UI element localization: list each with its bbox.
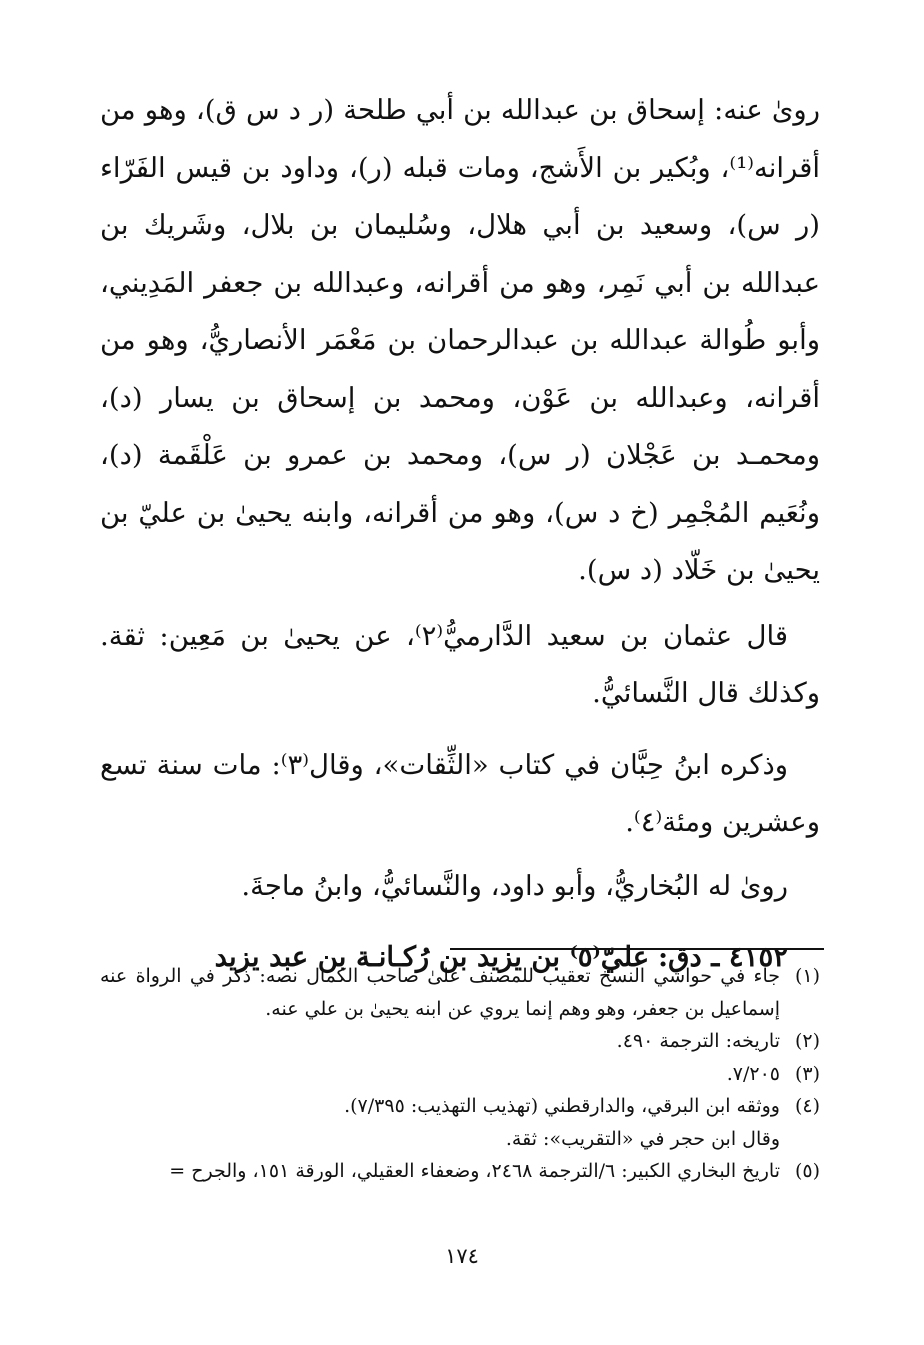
footnote-text: تاريخ البخاري الكبير: ٦/الترجمة ٢٤٦٨، وضعفاء العقيلي، الورقة ١٥١، والجرح =	[169, 1160, 780, 1182]
footnote-number: (٣)	[794, 1062, 820, 1085]
footnote-3	[100, 1058, 820, 1091]
footnote-text: ٧/٢٠٥.	[726, 1062, 780, 1085]
entry-number: ٤١٥٢ ـ دق:	[657, 941, 788, 973]
footnote-2	[100, 1025, 820, 1058]
footnote-number: (٥)	[794, 1160, 820, 1182]
footnote-4-continued	[100, 1123, 820, 1156]
footnotes	[100, 960, 820, 1188]
footnote-text: ووثقه ابن البرقي، والدارقطني (تهذيب التهذيب: ٧/٣٩٥).	[344, 1095, 780, 1117]
footnote-number: (٢)	[794, 1030, 820, 1052]
narrators-paragraph: رویٰ عنه: إسحاق بن عبدالله بن أبي طلحة (ر د س ق)، وهو من أقرانه⁽¹⁾، وبُكير بن الأَشج، ومات قبله (ر)، وداود بن قيس الفَرّاء (ر س)، وسعيد بن أبي هلال، وسُليمان بن بلال، وشَريك بن عبدالله بن أبي نَمِر، وهو من أقرانه، وعبدالله بن جعفر المَدِيني، وأبو طُوالة عبدالله بن عبدالرحمان بن مَعْمَر الأنصاريُّ، وهو من أقرانه، وعبدالله بن عَوْن، ومحمد بن إسحاق بن يسار (د)، ومحمـد بن عَجْلان (ر س)، ومحمد بن عمرو بن عَلْقَمة (د)، ونُعَيم المُجْمِر (خ د س)، وهو من أقرانه، وابنه يحيىٰ بن عليّ بن يحيىٰ بن خَلّاد (د س).	[100, 94, 820, 586]
footnote-number: (٤)	[794, 1095, 820, 1117]
main-text	[100, 82, 820, 987]
footnote-divider	[450, 948, 824, 950]
entry-name: عليّ⁽٥⁾ بن يزيد بن رُكـانـة بن عبد يزيد	[214, 941, 650, 973]
footnote-1	[100, 960, 820, 1025]
page-number: ١٧٤	[445, 1244, 479, 1268]
footnote-text: جاء في حواشي النسخ تعقيب للمصنف علىٰ صاحب الكمال نصه: ذكر في الرواة عنه إسماعيل بن جعفر، وهو وهم إنما يروي عن ابنه يحيىٰ بن علي عنه.	[100, 965, 780, 1020]
ibn-hibban-paragraph: وذكره ابنُ حِبَّان في كتاب «الثِّقات»، وقال⁽٣⁾: مات سنة تسع وعشرين ومئة⁽٤⁾.	[100, 748, 820, 838]
footnote-5	[100, 1155, 820, 1188]
footnote-text: تاريخه: الترجمة ٤٩٠.	[616, 1030, 780, 1052]
footnote-4	[100, 1090, 820, 1123]
darimi-paragraph: قال عثمان بن سعيد الدَّارميُّ⁽٢⁾، عن يحيىٰ بن مَعِين: ثقة. وكذلك قال النَّسائيُّ.	[100, 619, 820, 709]
footnote-text: وقال ابن حجر في «التقريب»: ثقة.	[505, 1127, 780, 1150]
footnote-number	[780, 1123, 820, 1156]
narrated-by-paragraph: رویٰ له البُخاريُّ، وأبو داود، والنَّسائيُّ، وابنُ ماجةَ.	[241, 869, 788, 902]
footnote-number: (١)	[794, 965, 820, 987]
